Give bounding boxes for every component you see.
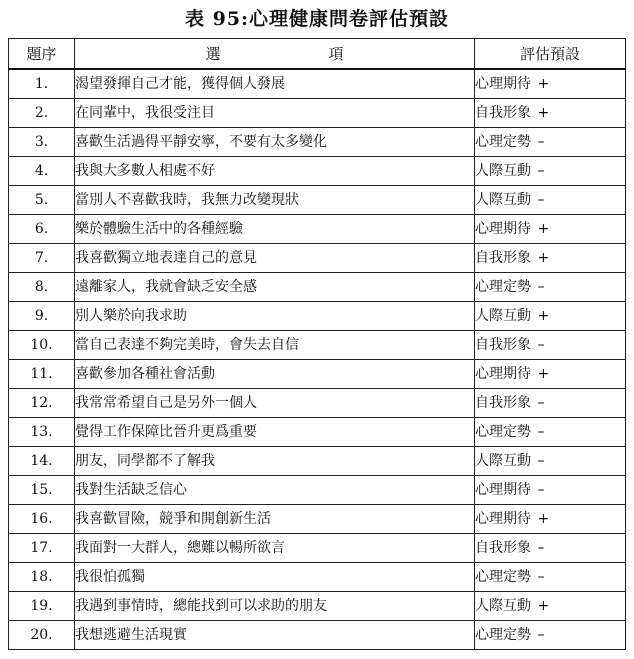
row-number: 7. xyxy=(9,244,75,273)
row-number: 1. xyxy=(9,69,75,99)
row-item-text: 當自己表達不夠完美時，會失去自信 xyxy=(75,331,475,360)
row-category-sign: + xyxy=(537,105,550,121)
row-category-sign: + xyxy=(537,308,550,324)
row-category xyxy=(475,389,626,418)
row-category-sign: – xyxy=(537,569,545,585)
row-category-sign: – xyxy=(537,337,545,353)
header-item-char-2: 項 xyxy=(328,44,344,63)
row-number: 9. xyxy=(9,302,75,331)
table-row xyxy=(9,592,626,621)
row-category xyxy=(475,215,626,244)
row-category xyxy=(475,186,626,215)
row-number: 4. xyxy=(9,157,75,186)
row-category xyxy=(475,476,626,505)
row-category-name: 心理定勢 xyxy=(475,424,531,440)
row-category-name: 心理定勢 xyxy=(475,279,531,295)
row-item-text: 在同輩中，我很受注目 xyxy=(75,99,475,128)
row-category-name: 心理期待 xyxy=(475,482,531,498)
row-category-sign: – xyxy=(537,424,545,440)
table-row xyxy=(9,302,626,331)
row-item-text: 我很怕孤獨 xyxy=(75,563,475,592)
table-row xyxy=(9,331,626,360)
table-row xyxy=(9,244,626,273)
row-category-sign: – xyxy=(537,540,545,556)
table-row xyxy=(9,621,626,650)
row-item-text: 我常常希望自己是另外一個人 xyxy=(75,389,475,418)
table-row xyxy=(9,215,626,244)
row-category-sign: – xyxy=(537,134,545,150)
row-item-text: 當別人不喜歡我時，我無力改變現狀 xyxy=(75,186,475,215)
row-category-sign: – xyxy=(537,395,545,411)
table-row xyxy=(9,186,626,215)
row-category-name: 人際互動 xyxy=(475,453,531,469)
row-item-text: 朋友，同學都不了解我 xyxy=(75,447,475,476)
table-row xyxy=(9,534,626,563)
row-category xyxy=(475,302,626,331)
header-item xyxy=(75,39,475,70)
row-category xyxy=(475,157,626,186)
row-number: 8. xyxy=(9,273,75,302)
row-number: 13. xyxy=(9,418,75,447)
row-number: 2. xyxy=(9,99,75,128)
row-item-text: 我對生活缺乏信心 xyxy=(75,476,475,505)
row-category-sign: – xyxy=(537,279,545,295)
row-category xyxy=(475,621,626,650)
row-category-name: 自我形象 xyxy=(475,337,531,353)
row-category-name: 人際互動 xyxy=(475,308,531,324)
row-category-name: 人際互動 xyxy=(475,192,531,208)
table-row xyxy=(9,157,626,186)
row-item-text: 樂於體驗生活中的各種經驗 xyxy=(75,215,475,244)
row-item-text: 我面對一大群人，總難以暢所欲言 xyxy=(75,534,475,563)
row-category xyxy=(475,505,626,534)
row-item-text: 喜歡參加各種社會活動 xyxy=(75,360,475,389)
row-category-name: 心理期待 xyxy=(475,366,531,382)
row-category-name: 心理期待 xyxy=(475,511,531,527)
row-category-sign: + xyxy=(537,76,550,92)
survey-table xyxy=(8,38,626,650)
table-row xyxy=(9,273,626,302)
row-category-name: 自我形象 xyxy=(475,395,531,411)
row-item-text: 別人樂於向我求助 xyxy=(75,302,475,331)
row-category-name: 自我形象 xyxy=(475,250,531,266)
row-number: 12. xyxy=(9,389,75,418)
row-category xyxy=(475,563,626,592)
row-number: 20. xyxy=(9,621,75,650)
row-category-name: 心理期待 xyxy=(475,76,531,92)
table-row xyxy=(9,418,626,447)
row-category xyxy=(475,534,626,563)
row-category-name: 心理定勢 xyxy=(475,134,531,150)
row-category-sign: – xyxy=(537,453,545,469)
table-row xyxy=(9,389,626,418)
table-row xyxy=(9,360,626,389)
table-row xyxy=(9,99,626,128)
row-number: 18. xyxy=(9,563,75,592)
table-row xyxy=(9,476,626,505)
table-row xyxy=(9,563,626,592)
row-number: 17. xyxy=(9,534,75,563)
row-category xyxy=(475,418,626,447)
row-number: 15. xyxy=(9,476,75,505)
row-category xyxy=(475,99,626,128)
row-category-name: 自我形象 xyxy=(475,105,531,121)
row-item-text: 喜歡生活過得平靜安寧，不要有太多變化 xyxy=(75,128,475,157)
table-row xyxy=(9,505,626,534)
row-category-sign: + xyxy=(537,598,550,614)
row-category xyxy=(475,592,626,621)
table-row xyxy=(9,128,626,157)
row-item-text: 我喜歡冒險，競爭和開創新生活 xyxy=(75,505,475,534)
row-category-sign: + xyxy=(537,250,550,266)
row-category xyxy=(475,69,626,99)
row-number: 16. xyxy=(9,505,75,534)
row-category xyxy=(475,128,626,157)
row-item-text: 覺得工作保障比晉升更爲重要 xyxy=(75,418,475,447)
row-item-text: 我想逃避生活現實 xyxy=(75,621,475,650)
row-category-sign: + xyxy=(537,221,550,237)
row-category-sign: – xyxy=(537,482,545,498)
row-category-sign: + xyxy=(537,366,550,382)
row-number: 19. xyxy=(9,592,75,621)
row-item-text: 我喜歡獨立地表達自己的意見 xyxy=(75,244,475,273)
row-number: 10. xyxy=(9,331,75,360)
row-number: 6. xyxy=(9,215,75,244)
row-item-text: 渴望發揮自己才能，獲得個人發展 xyxy=(75,69,475,99)
row-category-name: 人際互動 xyxy=(475,163,531,179)
row-number: 14. xyxy=(9,447,75,476)
row-category xyxy=(475,273,626,302)
row-number: 3. xyxy=(9,128,75,157)
row-number: 11. xyxy=(9,360,75,389)
row-category-name: 心理定勢 xyxy=(475,627,531,643)
row-category-name: 人際互動 xyxy=(475,598,531,614)
row-number: 5. xyxy=(9,186,75,215)
row-category-sign: – xyxy=(537,192,545,208)
row-category xyxy=(475,360,626,389)
row-item-text: 遠離家人，我就會缺乏安全感 xyxy=(75,273,475,302)
header-number: 題序 xyxy=(9,39,75,70)
header-item-char-1: 選 xyxy=(205,44,221,63)
row-category xyxy=(475,244,626,273)
row-item-text: 我遇到事情時，總能找到可以求助的朋友 xyxy=(75,592,475,621)
table-row xyxy=(9,447,626,476)
row-category-sign: – xyxy=(537,163,545,179)
row-category xyxy=(475,331,626,360)
row-item-text: 我與大多數人相處不好 xyxy=(75,157,475,186)
row-category-name: 心理期待 xyxy=(475,221,531,237)
row-category xyxy=(475,447,626,476)
page-title: 表 95:心理健康問卷評估預設 xyxy=(184,8,450,30)
row-category-sign: + xyxy=(537,511,550,527)
row-category-name: 心理定勢 xyxy=(475,569,531,585)
table-body xyxy=(9,69,626,650)
row-category-name: 自我形象 xyxy=(475,540,531,556)
table-row xyxy=(9,69,626,99)
table-header-row xyxy=(9,39,626,70)
header-category: 評估預設 xyxy=(475,39,626,70)
row-category-sign: – xyxy=(537,627,545,643)
